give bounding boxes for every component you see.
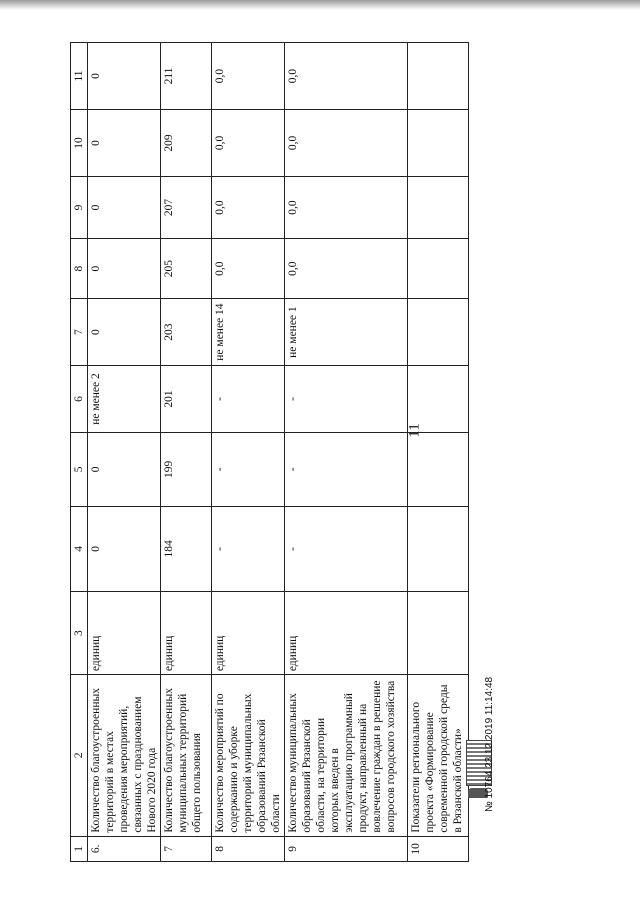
value-cell: 205: [161, 239, 212, 299]
value-cell: 0,0: [285, 43, 408, 110]
indicator-name: Количество муниципальных образований Рязанской области, на территории которых введен в эксплуатацию программный продукт, направленный на вовлечение граждан в решение вопросов городского хозяйства: [285, 675, 408, 836]
unit: [408, 592, 469, 675]
row-number: 9: [285, 836, 408, 861]
indicator-name: Количество мероприятий по содержанию и уборке территорий муниципальных образований Рязанской области: [212, 675, 285, 836]
header-row: [71, 43, 88, 862]
value-cell: [408, 239, 469, 299]
value-cell: -: [212, 506, 285, 591]
table-row: [408, 43, 469, 862]
value-cell: -: [285, 432, 408, 506]
value-cell: [408, 299, 469, 366]
value-cell: 0,0: [212, 110, 285, 177]
unit: единиц: [88, 592, 161, 675]
table-row: [88, 43, 161, 862]
rotated-table-container: [70, 42, 465, 862]
col-header: 1: [71, 836, 88, 861]
scan-edge-shadow: [0, 0, 640, 10]
value-cell: 0,0: [285, 110, 408, 177]
table-row: [285, 43, 408, 862]
unit: единиц: [285, 592, 408, 675]
value-cell: 0: [88, 506, 161, 591]
row-number: 10: [408, 836, 469, 861]
value-cell: 0,0: [285, 239, 408, 299]
table-row: [161, 43, 212, 862]
row-number: 8: [212, 836, 285, 861]
value-cell: не менее 1: [285, 299, 408, 366]
value-cell: [408, 43, 469, 110]
value-cell: 199: [161, 432, 212, 506]
value-cell: [408, 110, 469, 177]
table-row: [212, 43, 285, 862]
value-cell: 0,0: [212, 176, 285, 238]
indicator-name: Количество благоустроенных территорий в местах проведения мероприятий, связанных с празднованием Нового 2020 года: [88, 675, 161, 836]
value-cell: -: [212, 366, 285, 433]
col-header: 2: [71, 675, 88, 836]
value-cell: 0: [88, 432, 161, 506]
value-cell: не менее 14: [212, 299, 285, 366]
indicators-table: [70, 42, 469, 862]
value-cell: 0,0: [212, 43, 285, 110]
value-cell: [408, 506, 469, 591]
value-cell: [408, 432, 469, 506]
value-cell: 184: [161, 506, 212, 591]
unit: единиц: [161, 592, 212, 675]
value-cell: [408, 176, 469, 238]
value-cell: [408, 366, 469, 433]
value-cell: 0,0: [285, 176, 408, 238]
col-header: 9: [71, 176, 88, 238]
value-cell: 207: [161, 176, 212, 238]
page-number: 11: [406, 423, 423, 438]
value-cell: 0: [88, 239, 161, 299]
indicator-name: Количество благоустроенных муниципальных территорий общего пользования: [161, 675, 212, 836]
col-header: 4: [71, 506, 88, 591]
value-cell: 0,0: [212, 239, 285, 299]
value-cell: -: [212, 432, 285, 506]
value-cell: 0: [88, 43, 161, 110]
value-cell: -: [285, 506, 408, 591]
indicator-name: Показатели регионального проекта «Формирование современной городской среды в Рязанской области»: [408, 675, 469, 836]
value-cell: 201: [161, 366, 212, 433]
registration-stamp-text: № 10764 23.12.2019 11:14:48: [484, 676, 495, 812]
col-header: 10: [71, 110, 88, 177]
col-header: 3: [71, 592, 88, 675]
col-header: 8: [71, 239, 88, 299]
col-header: 11: [71, 43, 88, 110]
value-cell: 211: [161, 43, 212, 110]
value-cell: 209: [161, 110, 212, 177]
row-number: 7: [161, 836, 212, 861]
col-header: 5: [71, 432, 88, 506]
value-cell: 0: [88, 299, 161, 366]
row-number: 6.: [88, 836, 161, 861]
value-cell: -: [285, 366, 408, 433]
value-cell: 0: [88, 110, 161, 177]
value-cell: 0: [88, 176, 161, 238]
unit: единиц: [212, 592, 285, 675]
col-header: 6: [71, 366, 88, 433]
col-header: 7: [71, 299, 88, 366]
value-cell: не менее 2: [88, 366, 161, 433]
value-cell: 203: [161, 299, 212, 366]
